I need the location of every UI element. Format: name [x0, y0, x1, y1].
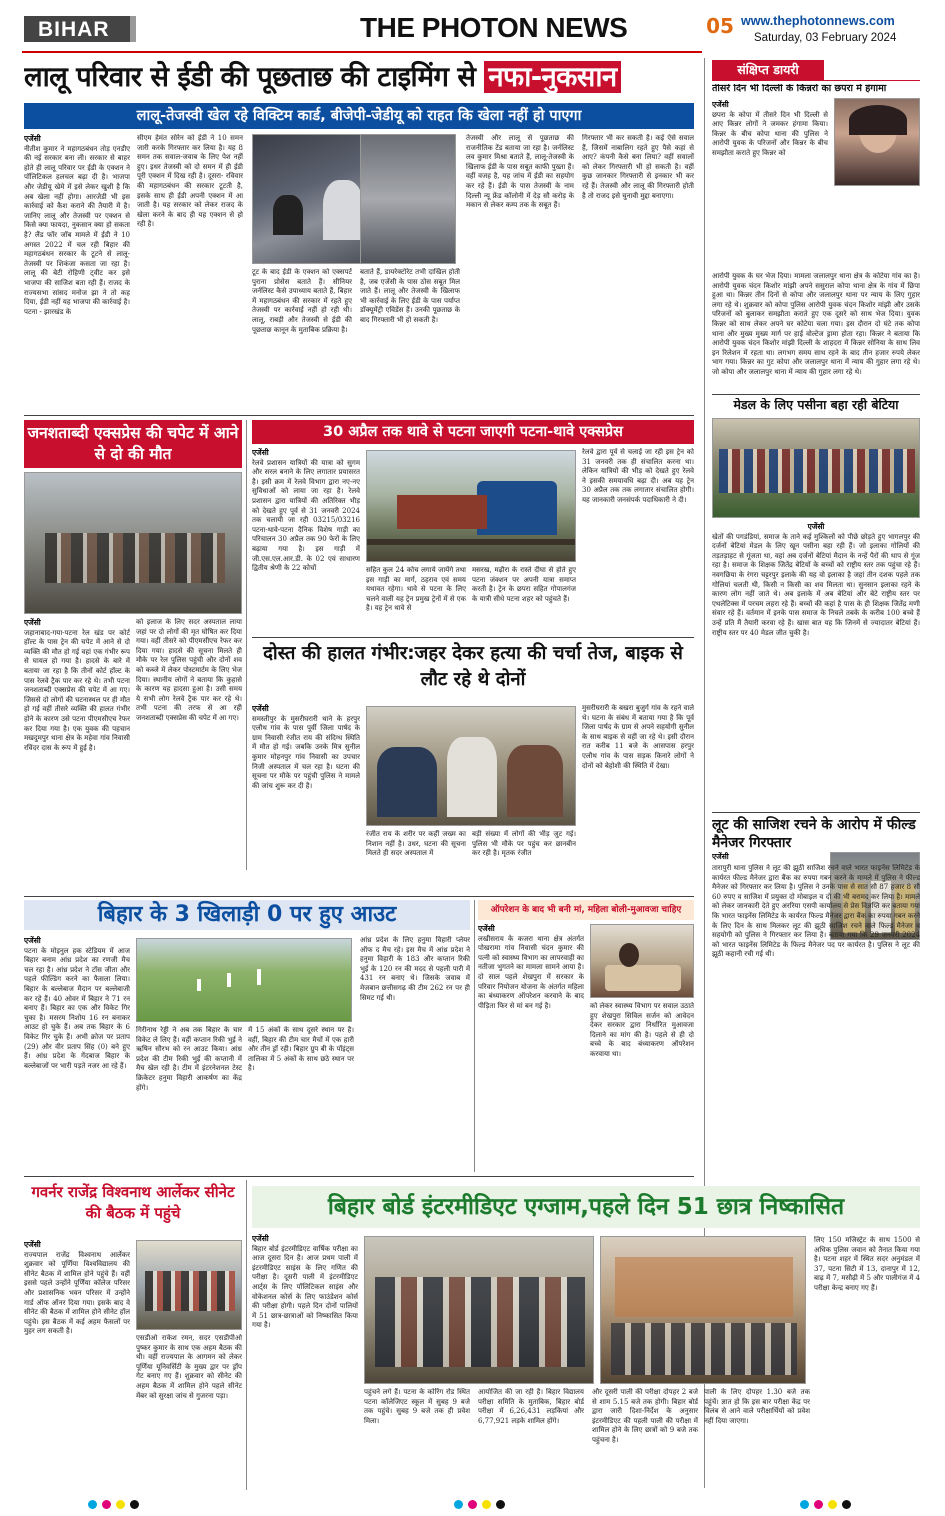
edition-badge	[24, 16, 136, 42]
yellow-mark-2	[482, 1500, 491, 1509]
board-body-2: पहुंचने लगे हैं। पटना के कोरिंग रोड स्थित पटना कॉलेजिएट स्कूल में सुबह 9 बजे तक पहुंचे। सुबह 9 बजे तक ही प्रवेश मिला।	[364, 1388, 470, 1425]
lead-body-3: टूट के बाद ईडी के एक्शन को एक्सपर्ट पुराना प्रोसेस बताते हैं। सीनियर जर्नलिस्ट कैसे उपाध्याय बताते हैं, बिहार में महागठबंधन की सरकार में रहते हुए तेजस्वी पर कार्रवाई नहीं हो रही थी। लालू, राबड़ी और तेजस्वी से ईडी की पूछताछ कानून के मुताबिक प्रक्रिया है।	[252, 268, 352, 334]
poison-body-4: मुसरीघरारी के बखरा बुजुर्ग गांव के रहने वाले थे। घटना के संबंध में बताया गया है कि पूर्व जिला पार्षद के ग्राम से अपने सहयोगी सुनील के साथ बाइक से वहीं जा रहे थे। इसी दौरान रात करीब 11 बजे के आसपास हरपुर एलौथ गांव के पास सड़क किनारे लोगों ने दोनों को बेहोशी की स्थिति में देखा।	[582, 704, 694, 770]
black-mark-2	[496, 1500, 505, 1509]
poison-hospital-photo	[366, 706, 576, 826]
magenta-mark-3	[814, 1500, 823, 1509]
governor-byline: एजेंसी	[24, 1240, 41, 1249]
lead-subhead: लालू-तेजस्वी खेल रहे विक्टिम कार्ड, बीजेपी-जेडीयू को राहत कि खेला नहीं हो पाएगा	[24, 103, 694, 129]
cricket-col-3	[248, 1026, 354, 1172]
train-death-byline: एजेंसी	[24, 618, 41, 627]
issue-date: Saturday, 03 February 2024	[754, 32, 897, 44]
hospital-body-1: लखीसराय के कजरा थाना क्षेत्र अंतर्गत पोखरामा गांव निवासी चंदन कुमार की पत्नी को स्वास्थ्य विभाग का लापरवाही का नतीजा भुगतने का मामला सामने आया है। दो साल पहले शेखपुरा में सरकार के परिवार नियोजन योजना के अंतर्गत महिला का बंध्याकरण ऑपरेशन करवाने के बाद पीड़िता फिर से मां बन गई है।	[478, 934, 584, 1010]
cricket-body-4: आंध्र प्रदेश के लिए हनुमा विहारी प्लेयर ऑफ द मैच रहे। इस मैच में आंध्र प्रदेश ने हनुमा विहारी के 183 और कप्तान रिकी भुई के 120 रन की मदद से पहली पारी में 431 रन बनाए थे। जिसके जवाब में मेजबान छत्तीसगढ़ की टीम 262 रन पर ही सिमट गई थी।	[360, 936, 470, 1002]
hospital-headline: ऑपरेशन के बाद भी बनी मां, महिला बोली-मुआवजा चाहिए	[490, 905, 682, 915]
thawe-col-2	[366, 566, 466, 638]
lead-col-4	[360, 268, 460, 418]
poison-headline: दोस्त की हालत गंभीर:जहर देकर हत्या की चर्चा तेज, बाइक से लौट रहे थे दोनों	[263, 643, 683, 690]
thawe-body-4: रेलवे द्वारा पूर्व से चलाई जा रही इस ट्रेन को 31 जनवरी तक ही संचालित करना था। लेकिन यात्रियों की भीड़ को देखते हुए रेलवे ने इसकी समयावधि बढ़ा दी। अब यह ट्रेन 30 अप्रैल तक तक लगातार संचालित होगी। यह जानकारी जनसंपर्क पदाधिकारी ने दी।	[582, 448, 694, 504]
cricket-vrule	[474, 900, 475, 1172]
poison-body-2: रंजीत राय के शरीर पर कहीं जख्म का निशान नहीं है। उधर, घटना की सूचना मिलते ही सदर अस्पताल में	[366, 830, 466, 858]
thawe-headline-box	[252, 420, 694, 444]
sidebar-rule-2	[712, 812, 920, 813]
train-death-vrule	[246, 420, 247, 870]
train-death-headline: जनशताब्दी एक्सप्रेस की चपेट में आने से दो की मौत	[27, 424, 239, 463]
cricket-col-4	[360, 936, 470, 1172]
board-headline-box	[252, 1186, 920, 1228]
governor-col-1	[24, 1240, 130, 1490]
cricket-headline: बिहार के 3 खिलाड़ी 0 पर हुए आउट	[97, 902, 397, 927]
lead-body-1: नीतीश कुमार ने महागठबंधन तोड़ एनडीए की नई सरकार बना ली। सरकार से बाहर होते ही लालू परिवार पर ईडी के एक्शन ने पॉलिटिकल हलचल बढ़ा दी है। भाजपा और जेडीयू खेमे में इसे लेकर खुशी है कि अब खेला नहीं होगा। आरजेडी भी इस कार्रवाई को कैश कराने की तैयारी में है। जानिए लालू और तेजस्वी पर एक्शन से किसे क्या फायदा, नुकसान क्या हो सकता है? लैंड फॉर जॉब मामले में ईडी ने 10 अगस्त 2022 में चल रही बिहार की महागठबंधन सरकार के टूटने से लालू-तेजस्वी पर शिकंजा कसता जा रहा है। लालू की बेटी रोहिणी ट्वीट कर इसे भाजपा की साजिश बता रही हैं। राजद के राज्यसभा सांसद मनोज झा ने तो कह दिया, ईडी नहीं यह भाजपा की कार्रवाई है। पटना - झारखंड के	[24, 144, 130, 316]
cricket-photo	[136, 938, 352, 1022]
train-death-photo	[24, 472, 242, 614]
edition-label: BIHAR	[38, 18, 110, 41]
lead-body-6: गिरफ्तार भी कर सकती है। कई ऐसे सवाल हैं, जिसमें नाबालिग रहते हुए पैसे कहां से आए? कंपनी कैसे बना लिया? वहीं सवालों को लेकर गिरफ्तारी भी हो सकती है। वहीं कुछ जानकार गिरफ्तारी से इनकार भी कर रहे हैं। तेजस्वी और लालू की गिरफ्तारी होती है तो राजद इसे चुनावी मुद्दा बनाएगा।	[582, 134, 694, 200]
thawe-col-1	[252, 448, 360, 638]
board-col-3	[478, 1388, 584, 1490]
hospital-headline-box	[478, 900, 694, 920]
thawe-col-3	[472, 566, 576, 638]
train-death-body-1: जहानाबाद-गया-पटना रेल खंड पर कोर्ट हॉल्ट के पास ट्रेन की चपेट में आने से दो व्यक्ति की मौत हो गई वहां एक गंभीर रूप से घायल हो गया है। हादसे के बारे में बताया जा रहा है कि तीनों कोर्ट हॉल्ट के पास रेलवे ट्रैक पार कर रहे थे। तभी पटना जनशताब्दी एक्सप्रेस की चपेट में आ गए। जिससे दो लोगों की घटनास्थल पर ही मौत हो गई वहीं तीसरे व्यक्ति की हालत गंभीर होने के कारण उसे पटना पीएमसीएच रेफर कर दिया गया है। एक युवक की पहचान मखदुमपुर थाना क्षेत्र के महेवा गांव निवासी रविंदर दास के रूप में हुई है।	[24, 628, 130, 752]
thawe-headline: 30 अप्रैल तक थावे से पटना जाएगी पटना-थावे एक्सप्रेस	[323, 424, 623, 440]
poison-col-1	[252, 704, 360, 900]
thawe-col-4	[582, 448, 694, 638]
thawe-train-photo	[366, 450, 576, 562]
hospital-col-2	[590, 1002, 694, 1172]
lead-col-1	[24, 134, 130, 418]
board-col-1	[252, 1234, 358, 1490]
sidebar-photo-girls	[712, 418, 920, 518]
sidebar-story3-text	[712, 864, 920, 1176]
board-headline: बिहार बोर्ड इंटरमीडिएट एग्जाम,पहले दिन 51 छात्र निष्कासित	[327, 1194, 845, 1220]
lead-body-5: तेजस्वी और लालू से पूछताछ की राजनीतिक टेंड बताया जा रहा है। जर्नलिस्ट लव कुमार मिश्रा बताते हैं, लालू-तेजस्वी के खिलाफ ईडी के पास सबूत काफी पुख्ता हैं। वहीं वजह है, यह जांच में ईडी का सहयोग कर रहे हैं। ईडी के पास तेजस्वी के नाम दिल्ली न्यू फ्रेंड कॉलोनी में देड़ सौ करोड़ के मकान से लेकर कम्प तक के सबूत हैं।	[466, 134, 574, 210]
board-body-4: और दूसरी पाली की परीक्षा दोपहर 2 बजे से शाम 5.15 बजे तक होगी। बिहार बोर्ड द्वारा जारी दिशा-निर्देश के अनुसार इंटरमीडिएट की पहली पाली की परीक्षा में शामिल होने के लिए छात्रों को 9 बजे तक पहुंचना है।	[592, 1388, 698, 1444]
thawe-body-3: मसरख, मढ़ौरा के रास्ते दीघा से होते हुए पटना जंक्शन पर अपनी यात्रा समाप्त करती है। ट्रेन के छपरा सहित गोपालगंज के यात्री सीधे पटना शहर को पहुंचते हैं।	[472, 566, 576, 603]
board-col-4	[592, 1388, 698, 1490]
hospital-byline: एजेंसी	[478, 924, 495, 933]
yellow-mark-3	[828, 1500, 837, 1509]
mid-rule	[24, 896, 694, 897]
lead-photo-crowd	[360, 134, 456, 264]
thawe-body-2: सहित कुल 24 कोच लगाये जायेंगे तथा इस गाड़ी का मार्ग, ठहराव एवं समय यथावत रहेगा। थावे से पटना के लिए चलने वाली यह ट्रेन प्रमुख ट्रेनों में से एक है। यह ट्रेन थावे से	[366, 566, 466, 613]
board-body-1: बिहार बोर्ड इंटरमीडिएट वार्षिक परीक्षा का आज दूसरा दिन है। आज प्रथम पाली में इंटरमीडिएट साइंस के लिए गणित की परीक्षा है। दूसरी पाली में इंटरमीडिएट आर्ट्स के लिए पॉलिटिकल साइंस और वोकेशनल कोर्स के लिए फाउंडेशन कोर्स की परीक्षा होगी। पहले दिन दोनों पालियों में 51 छात्र-छात्राओं को निष्कासित किया गया है।	[252, 1244, 358, 1330]
train-death-col-2	[136, 618, 242, 868]
governor-headline: गवर्नर राजेंद्र विश्वनाथ आर्लेकर सीनेट की बैठक में पहुंचे	[31, 1183, 235, 1222]
poison-col-3	[472, 830, 576, 900]
board-students-photo	[364, 1236, 594, 1384]
lower-rule	[24, 1176, 694, 1177]
masthead-title: THE PHOTON NEWS	[360, 12, 628, 43]
hospital-body-2: को लेकर स्वास्थ्य विभाग पर सवाल उठाते हुए शेखपुरा सिविल सर्जन को आवेदन देकर सरकार द्वारा निर्धारित मुआवजा दिलाने का मांग की है। पहले से ही दो बच्चे के बाद बंध्याकरण ऑपरेशन करवाया था।	[590, 1002, 694, 1058]
lead-headline-black: लालू परिवार से ईडी की पूछताछ की टाइमिंग से	[24, 61, 476, 93]
lead-headline-red: नफा-नुकसान	[484, 61, 620, 93]
poison-col-4	[582, 704, 694, 900]
sidebar-story3-body: तारापुरी थाना पुलिस ने लूट की झूठी साजिश रचने वाले भारत फाइनेंस लिमिटेड के कार्यरत फील्ड मैनेजर द्वारा बैंक का रुपया गबन करने के मामले में पुलिस ने फील्ड मैनेजर को गिरफ्तार कर लिया है। पुलिस ने उनके पास से सात सौ 87 हजार 8 सौ 60 रुपए व साजिश में प्रयुक्त दो मोबाइल व दो की भी बरामद कर लिया है। मामले को लेकर जानकारी देते हुए अररिया एसपी कार्यालय से प्रेस विज्ञप्ति कर बताया गया कि भारत फाइनेंस लिमिटेड के कार्यरत फिल्ड मैनेजर द्वारा बैंक का रुपया गबन करने के लिए दिन के साथ मिलकर लूट की झूठी साजिश रचने वाले फिल्ड मैनेजर व सहयोगी को पुलिस ने गिरफ्तार कर लिया है। बताया गया कि 29 जनवरी 2024 को भारत फाइनेंस लिमिटेड के फिल्ड मैनेजर पद पर कार्यरत है। पुलिस ने लूट की झूठी कहानी रची गई थी।	[712, 864, 920, 959]
sidebar-photo-kinnar	[834, 98, 920, 186]
lead-byline: एजेंसी	[24, 134, 41, 143]
poison-byline: एजेंसी	[252, 704, 269, 713]
thawe-body-1: रेलवे प्रशासन यात्रियों की यात्रा को सुगम और सरल बनाने के लिए लगातार प्रयासरत है। इसी क्रम में रेलवे विभाग द्वारा नए-नए सुविधाओं को लाया जा रहा है। रेलवे प्रशासन द्वारा यात्रियों की अतिरिक्त भीड़ को देखते हुए पूर्व से 31 जनवरी 2024 तक चलायी जा रही 03215/03216 पटना-थावे-पटना दैनिक विशेष गाड़ी का परिचालन 30 अप्रैल तक 90 फेरों के लिए बढ़ाया गया है। इस गाड़ी में जी.एस.एल.आर.डी. के 02 एवं साधारण द्वितीय श्रेणी के 22 कोचों	[252, 458, 360, 573]
masthead-divider	[22, 51, 702, 53]
sidebar-story2-headline: मेडल के लिए पसीना बहा रही बेटिया	[733, 398, 899, 412]
board-body-3: आयोजित की जा रही है। बिहार विद्यालय परीक्षा समिति के मुताबिक, बिहार बोर्ड परीक्षा में 6,26,431 लड़कियां और 6,77,921 लड़के शामिल होंगे।	[478, 1388, 584, 1425]
lead-col-5	[466, 134, 574, 418]
sidebar-label-text: संक्षिप्त डायरी	[737, 62, 799, 77]
board-center-photo	[600, 1236, 806, 1384]
cricket-body-3: में 15 अंकों के साथ दूसरे स्थान पर है। वहीं, बिहार की टीम चार मैचों में एक हारी और तीन ड्रॉ रही। बिहार ग्रुप बी के पॉइंट्स तालिका में 5 अंकों के साथ छठे स्थान पर है।	[248, 1026, 354, 1073]
sidebar-rule-1	[712, 394, 920, 395]
sidebar-label-line	[712, 80, 920, 81]
black-mark	[130, 1500, 139, 1509]
website-url[interactable]: www.thephotonnews.com	[741, 14, 895, 28]
train-death-col-1	[24, 618, 130, 868]
board-body-6: लिए 150 मजिस्ट्रेट के साथ 1500 से अधिक पुलिस जवान को तैनात किया गया है। पटना शहर में स्थित सदर अनुमंडल में 37, पटना सिटी में 13, दानापुर में 12, बाढ़ में 7, मसौढ़ी में 5 और पालीगंज में 4 परीक्षा केन्द्र बनाए गए हैं।	[814, 1236, 920, 1292]
cricket-col-2	[136, 1026, 242, 1172]
board-col-6	[814, 1236, 920, 1490]
sidebar-story1-full	[712, 272, 920, 392]
governor-col-2	[136, 1334, 242, 1490]
governor-body-2: एसडीओ राकेश रमन, सदर एसडीपीओ पुष्कर कुमार के साथ एक अहम बैठक की थी। वहीं राज्यपाल के आगमन को लेकर पूर्णिया यूनिवर्सिटी के मुख्य द्वार पर ड्रॉप गेट बनाए गए हैं। शुक्रवार को सीनेट की अहम बैठक में शामिल होने पहले सीनेट मेंबर को सुरक्षा जांच से गुजरना पड़ा।	[136, 1334, 242, 1400]
cricket-byline: एजेंसी	[24, 936, 41, 945]
governor-vrule	[246, 1180, 247, 1490]
hospital-col-1	[478, 924, 584, 1172]
governor-body-1: राज्यपाल राजेंद्र विश्वनाथ आर्लेकर शुक्रवार को पूर्णिया विश्वविद्यालय की सीनेट बैठक में शामिल होने पहुंचे हैं। वहीं इससे पहले उन्होंने पूर्णिया कॉलेज परिसर और प्रशासनिक भवन परिसर में उन्होंने गार्ड ऑफ ऑनर दिया गया। इसके बाद वे सीनेट की बैठक में शामिल होने सीनेट हॉल पहुंचे। इस बैठक में कई अहम फैसलों पर मुहर लग सकती है।	[24, 1250, 130, 1336]
cricket-body-2: गिरीनाथ रेड्डी ने अब तक बिहार के चार विकेट ले लिए हैं। वहीं कप्तान रिकी भुई ने ऋषिन सौरभ को रन आउट किया। आंध्र प्रदेश की टीम रिकी भुई की कप्तानी में मैच खेल रही है। टीम में इंटरनेशनल टेस्ट क्रिकेटर हनुमा विहारी आकर्षण का केंद्र होंगे।	[136, 1026, 242, 1092]
sidebar-body-2: आरोपी युवक के घर भेज दिया। मामला जलालपुर थाना क्षेत्र के कोटेया गांव का है। आरोपी युवक चंदन किशोर मांझी अपने ससुराल कोपा थाना क्षेत्र के गांव में छिपा हुआ था। किन्नर तीन दिनों से कोपा और जलालपुर थाना पर न्याय के लिए गुहार लगा रहे थे। शुक्रवार को कोपा पुलिस आरोपी युवक चंदन किशोर मांझी और उसके परिजनों को बुलाकर समझौता कराते हुए एक दूसरे को साथ भेज दिया। युवक किन्नर को साथ लेकर अपने घर कोटेया चला गया। इस दौरान दो घंटे तक कोपा थाना और मुख्य मुख्य मार्ग पर हाई वोल्टेज ड्रामा होता रहा। किन्नर ने बताया कि आरोपी युवक चंदन किशोर मांझी दिल्ली के शाहदरा में किन्नर सोनिया के साथ लिव इन रिलेशन में रहता था। लगभग समय साथ रहने के बाद तीन हजार रुपये लेकर भाग गया। किन्नर का गुट कोपा और जलालपुर थाना में न्याय की गुहार लगा रहे थे। जो कोपा और जलालपुर थाना में न्याय की गुहार लगा रहे थे।	[712, 272, 920, 376]
cricket-col-1	[24, 936, 130, 1172]
lead-bottom-rule	[24, 415, 694, 416]
lead-body-4: बताते हैं, डायरेक्टोरेट तभी दाखिल होती है, जब एजेंसी के पास ठोस सबूत मिल जाते हैं। लालू और तेजस्वी के खिलाफ भी कार्रवाई के लिए ईडी के पास पर्याप्त डॉक्यूमेंट्री एविडेंस हैं। उनकी पूछताछ के बाद गिरफ्तारी भी हो सकती है।	[360, 268, 460, 324]
board-col-5	[704, 1388, 810, 1490]
page-number: 05	[706, 14, 734, 38]
board-col-2	[364, 1388, 470, 1490]
sidebar-story2-text	[712, 522, 920, 810]
governor-photo	[136, 1240, 242, 1330]
sidebar-headline: तीसरे दिन भी दिल्ली के किन्नरों का छपरा में हंगामा	[712, 84, 887, 94]
magenta-mark-2	[468, 1500, 477, 1509]
cricket-body-1: पटना के मोइनुल हक स्टेडियम में आज बिहार बनाम आंध्र प्रदेश का रणजी मैच चल रहा है। आंध्र प्रदेश ने टॉस जीता और पहले फील्डिंग करने का फैसला लिया। बिहार के बल्लेबाज मैदान पर बल्लेबाजी कर रहे हैं। 40 ओवर में बिहार ने 71 रन बनाए हैं। बिहार का एक और विकेट गिर चुका है। मसरम निशोय 16 रन बनाकर आउट हो चुके हैं। अब तक बिहार के 6 विकेट गिर चुके हैं। अभी क्रोज पर प्रताप (29) और वीर प्रताप सिंह (0) बने हुए हैं। आंध्र प्रदेश के गेंदबाज बिहार के बल्लेबाजों पर भारी पड़ते नजर आ रहे हैं।	[24, 946, 130, 1070]
cyan-mark-2	[454, 1500, 463, 1509]
sidebar-story2-body: खेतों की पगडंडियां, समाज के ताने कई मुश्किलों को पीछे छोड़ते हुए भागलपुर की दर्जनों बेटियां मेडल के लिए खून पसीना बहा रही हैं। जो इलाका गोलियों की तड़तड़ाहट से गूंजता था, वहां अब दर्जनों बेटियां मैदान के नन्हें पैरों की थाप से गूंज रहा है। समाज के शिक्षक जितेंद्र बेटियों के बच्चों को राष्ट्रीय स्तर तक पहुंचा रहे हैं। नवगछिया के रंगरा चट्टरपुर इलाके की यह वो इलाका है जहां तीन दशक पहले तक गोलियां चलती थी, किसी न किसी का शव मिलता था। सुनसान इलाका रहने के कारण लोग नहीं जाते थे। अब इलाके में अब बेटियां और बेटे राष्ट्रीय स्तर पर एथलेटिक्स में परचम लहरा रहे हैं। बच्चों की कहां है पास के ही शिक्षक जितेंद्र मणी संवार रहे हैं। वर्तमान में इनके पास समाज के निचले तबके के करीब 100 बच्चे हैं उन्हें प्रति मैं तैयारी करवा रहे हैं। खास बात यह कि जिनमें से ज्यादातर बेटियां हैं। राष्ट्रीय स्तर पर 40 मेडल जीत चुकी है।	[712, 532, 920, 637]
hospital-photo	[590, 924, 694, 998]
lead-body-2: सीएम हेमंत सोरेन को ईडी ने 10 समन जारी करके गिरफ्तार कर लिया है। यह 8 समन तक सवाल-जवाब के लिए पेश नहीं हुए। इधर तेजस्वी को दो समन में ही ईडी पूरी एक्शन में दिख रही है। दूसरा- रविवार की महागठबंधन की सरकार टूटती है, इसके साथ ही ईडी अपनी एक्शन में आ जाती है। यह सरकार को लेकर राजद के खेला करने के बाद ही यह एक्शन से हो रही है।	[137, 134, 243, 229]
sidebar-story1-col	[712, 100, 828, 280]
lead-headline	[24, 58, 704, 100]
board-byline: एजेंसी	[252, 1234, 269, 1243]
train-death-headline-box	[24, 420, 242, 468]
sidebar-story2-byline: एजेंसी	[807, 522, 825, 531]
cyan-mark-3	[800, 1500, 809, 1509]
black-mark-3	[842, 1500, 851, 1509]
magenta-mark	[102, 1500, 111, 1509]
print-registration-marks	[0, 1496, 945, 1516]
sidebar-byline: एजेंसी	[712, 100, 729, 109]
yellow-mark	[116, 1500, 125, 1509]
thawe-bottom-rule	[252, 637, 694, 638]
poison-col-2	[366, 830, 466, 900]
cyan-mark	[88, 1500, 97, 1509]
cricket-headline-box	[24, 900, 470, 930]
sidebar-label	[712, 60, 824, 80]
lead-col-6	[582, 134, 694, 418]
lead-col-3	[252, 268, 352, 418]
poison-body-3: बड़ी संख्या में लोगों की भीड़ जुट गई। पुलिस भी मौके पर पहुंच कर छानबीन कर रही है। मृतक रंजीत	[472, 830, 576, 858]
board-body-5: पाली के लिए दोपहर 1.30 बजे तक पहुंचें। ज्ञात हो कि इस बार परीक्षा केंद्र पर विलंब से आने वाले परीक्षार्थियों को प्रवेश नहीं दिया जाएगा।	[704, 1388, 810, 1425]
train-death-body-2: को इलाज के लिए सदर अस्पताल लाया जहां पर दो लोगों की मृत घोषित कर दिया गया। वहीं तीसरे को पीएमसीएच रेफर कर दिया गया। हादसे की सूचना मिलते ही मौके पर रेल पुलिस पहुंची और दोनों शव को कब्जे में लेकर पोस्टमार्टम के लिए भेज दिया। स्थानीय लोगों ने बताया कि कुहासे के कारण यह हादसा हुआ है। उसी समय ये सभी लोग रेलवे ट्रैक पार कर रहे थे। तभी पटना की तरफ से आ रही जनशताब्दी एक्सप्रेस की चपेट में आ गए।	[136, 618, 242, 722]
masthead	[0, 0, 945, 56]
sidebar-body-1: छपरा के कोपा में तीसरे दिन भी दिल्ली से आए किन्नर लोगों ने जमकर हंगामा किया। किन्नर के बीच कोपा थाना की पुलिस ने आरोपी युवक के परिजनों और किन्नर के बीच समझौता कराते हुए किन्नर को	[712, 110, 828, 157]
thawe-byline: एजेंसी	[252, 448, 269, 457]
lead-col-2	[137, 134, 243, 418]
poison-body-1: समस्तीपुर के मुसरीघरारी थाने के हरपुर एलौथ गांव के पास पूर्वी जिला पार्षद के ग्राम निवासी रंजीत राय की संदिग्ध स्थिति में मौत हो गई। जबकि उनके मित्र सुनील कुमार मोहनपुर गांव निवासी का उपचार निजी अस्पताल में चल रहा है। घटना की सूचना पर मौके पर पहुंची पुलिस ने मामले की जांच शुरू कर दी है।	[252, 714, 360, 790]
sidebar-story3-headline: लूट की साजिश रचने के आरोप में फील्ड मैनेजर गिरफ्तार	[712, 817, 916, 851]
sidebar-story3-byline: एजेंसी	[712, 852, 729, 861]
